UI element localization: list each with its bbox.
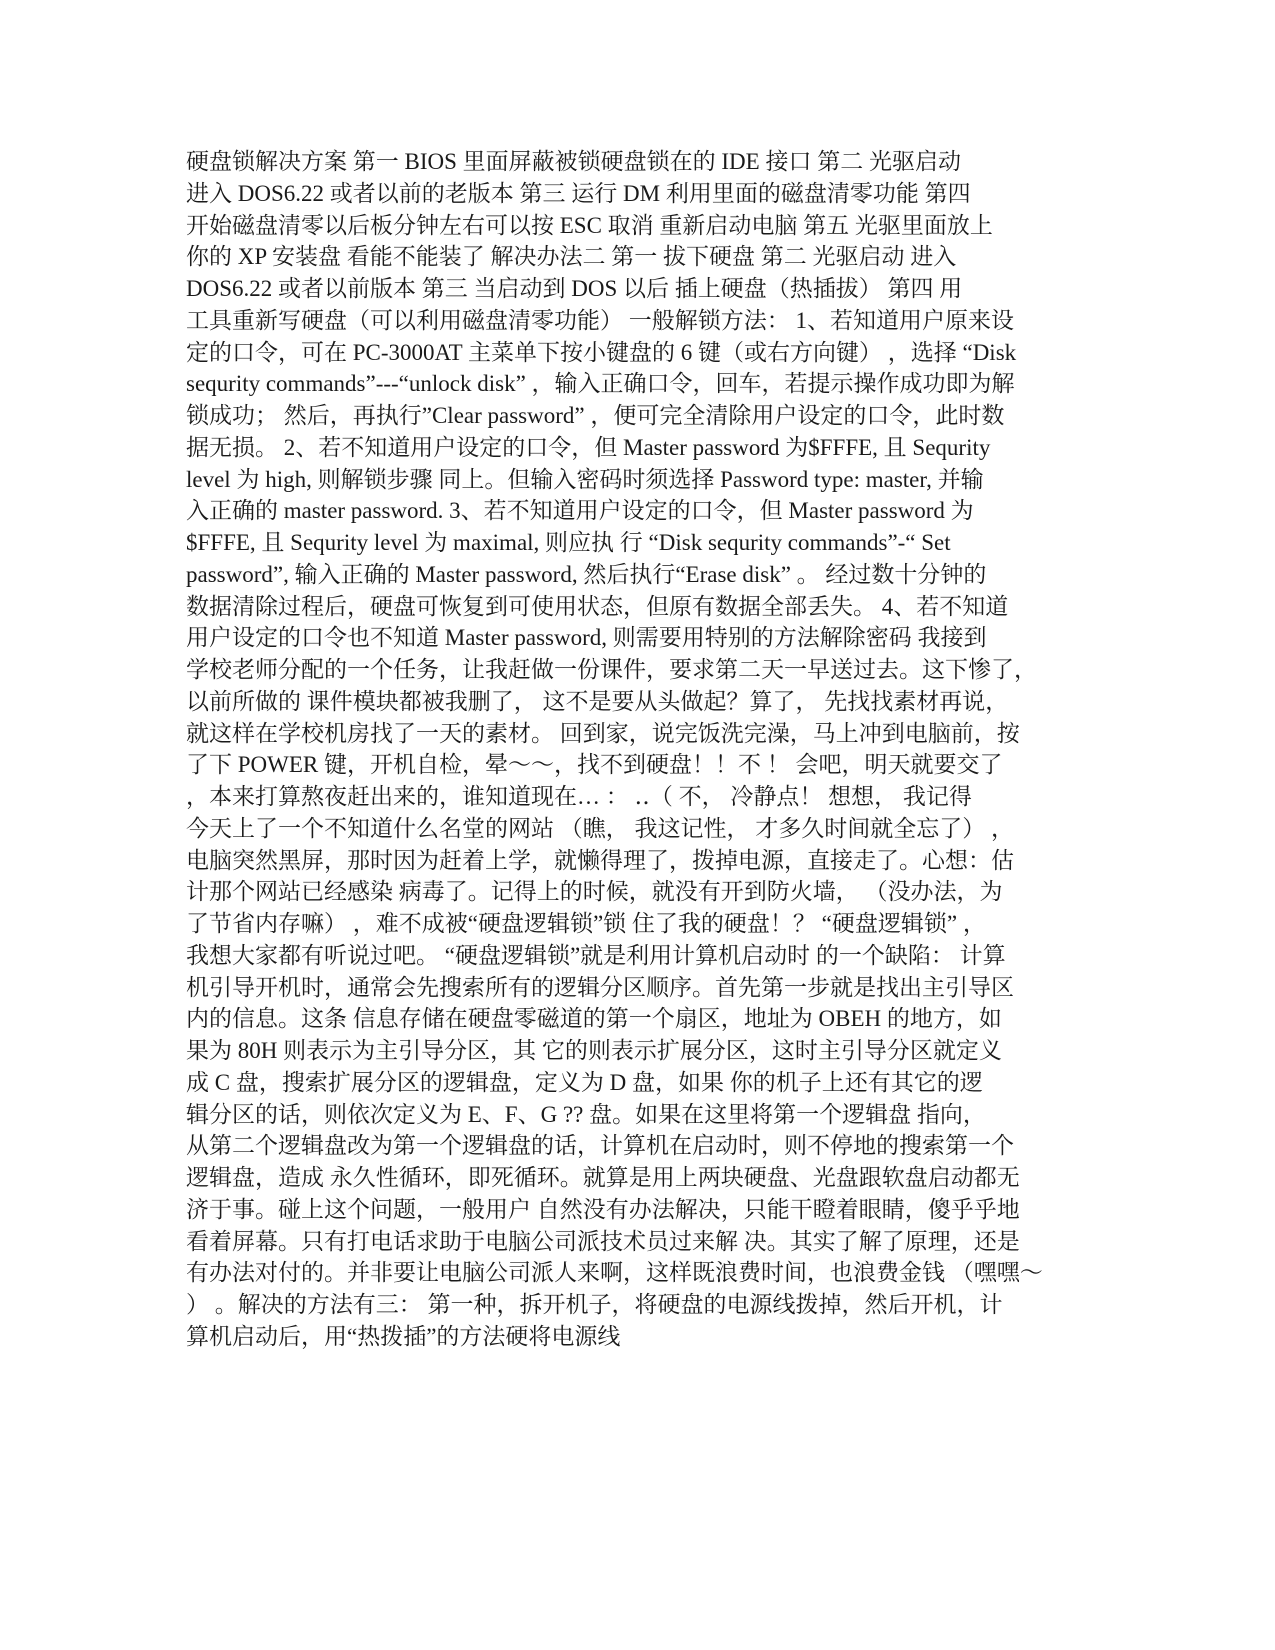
text-line: 了下 POWER 键，开机自检，晕～～，找不到硬盘！！不 ！ 会吧，明天就要交了 xyxy=(186,752,1003,778)
text-line: 锁成功； 然后，再执行”Clear password” ，便可完全清除用户设定的口令，此时数 xyxy=(186,403,1005,428)
text-line: 我想大家都有听说过吧。 “硬盘逻辑锁”就是利用计算机启动时 的一个缺陷： 计算 xyxy=(186,942,1006,968)
text-line: 成 C 盘，搜索扩展分区的逻辑盘，定义为 D 盘，如果 你的机子上还有其它的逻 xyxy=(186,1069,983,1095)
text-line: 进入 DOS6.22 或者以前的老版本 第三 运行 DM 利用里面的磁盘清零功能 第四 xyxy=(186,180,971,206)
text-line: 你的 XP 安装盘 看能不能装了 解决办法二 第一 拔下硬盘 第二 光驱启动 进入 xyxy=(186,244,957,270)
text-line: 数据清除过程后，硬盘可恢复到可使用状态，但原有数据全部丢失。 4、若不知道 xyxy=(186,593,1009,619)
text-line: 机引导开机时，通常会先搜索所有的逻辑分区顺序。首先第一步就是找出主引导区 xyxy=(186,974,1014,1000)
text-line: 今天上了一个不知道什么名堂的网站 （瞧， 我这记性， 才多久时间就全忘了） ， xyxy=(186,815,1014,841)
text-line: 果为 80H 则表示为主引导分区，其 它的则表示扩展分区，这时主引导分区就定义 xyxy=(186,1038,1002,1063)
text-line: 辑分区的话，则依次定义为 E、F、G ?? 盘。如果在这里将第一个逻辑盘 指向， xyxy=(186,1101,986,1127)
text-line: $FFFE, 且 Sequrity level 为 maximal, 则应执 行 “Disk sequrity commands”-“ Set xyxy=(186,530,951,555)
text-line: 据无损。 2、若不知道用户设定的口令，但 Master password 为$FFFE, 且 Sequrity xyxy=(186,434,991,460)
text-line: 入正确的 master password. 3、若不知道用户设定的口令，但 Master password 为 xyxy=(186,498,974,524)
text-line: 定的口令，可在 PC-3000AT 主菜单下按小键盘的 6 键（或右方向键） ，选择 “Disk xyxy=(186,339,1017,365)
text-line: 有办法对付的。并非要让电脑公司派人来啊，这样既浪费时间，也浪费金钱 （嘿嘿～ xyxy=(186,1260,1043,1286)
text-line: 内的信息。这条 信息存储在硬盘零磁道的第一个扇区，地址为 OBEH 的地方，如 xyxy=(186,1006,1002,1032)
text-line: 硬盘锁解决方案 第一 BIOS 里面屏蔽被锁硬盘锁在的 IDE 接口 第二 光驱启动 xyxy=(186,149,961,174)
text-line: ，本来打算熬夜赶出来的，谁知道现在… ： ‥（ 不， 冷静点！ 想想， 我记得 xyxy=(186,784,972,809)
text-line: 从第二个逻辑盘改为第一个逻辑盘的话，计算机在启动时，则不停地的搜索第一个 xyxy=(186,1133,1014,1159)
text-line: 逻辑盘，造成 永久性循环，即死循环。就算是用上两块硬盘、光盘跟软盘启动都无 xyxy=(186,1165,1020,1190)
text-line: DOS6.22 或者以前版本 第三 当启动到 DOS 以后 插上硬盘（热插拔） 第四 用 xyxy=(186,276,963,301)
text-line: 了节省内存嘛） ，难不成被“硬盘逻辑锁”锁 住了我的硬盘！？ “硬盘逻辑锁” ， xyxy=(186,911,986,936)
text-line: sequrity commands”---“unlock disk” ，输入正确口令，回车，若提示操作成功即为解 xyxy=(186,371,1015,397)
text-line: 济于事。碰上这个问题，一般用户 自然没有办法解决，只能干瞪着眼睛，傻乎乎地 xyxy=(186,1196,1020,1222)
text-line: 电脑突然黑屏，那时因为赶着上学，就懒得理了，拨掉电源，直接走了。心想：估 xyxy=(186,847,1014,873)
text-line: 就这样在学校机房找了一天的素材。 回到家，说完饭洗完澡，马上冲到电脑前，按 xyxy=(186,720,1020,746)
text-line: 用户设定的口令也不知道 Master password, 则需要用特别的方法解除密码 我接到 xyxy=(186,625,987,651)
text-line: 算机启动后，用“热拨插”的方法硬将电源线 xyxy=(186,1323,621,1349)
text-line: password”, 输入正确的 Master password, 然后执行“Erase disk” 。 经过数十分钟的 xyxy=(186,561,987,587)
text-line: 工具重新写硬盘（可以利用磁盘清零功能） 一般解锁方法： 1、若知道用户原来设 xyxy=(186,307,1014,333)
text-line: 开始磁盘清零以后板分钟左右可以按 ESC 取消 重新启动电脑 第五 光驱里面放上 xyxy=(186,212,993,238)
text-line: level 为 high, 则解锁步骤 同上。但输入密码时须选择 Password type: master, 并输 xyxy=(186,466,984,492)
text-line: 看着屏幕。只有打电话求助于电脑公司派技术员过来解 决。其实了解了原理，还是 xyxy=(186,1228,1020,1254)
document-body xyxy=(186,146,1096,1353)
text-line: 以前所做的 课件模块都被我删了， 这不是要从头做起？算了， 先找找素材再说， xyxy=(186,688,1009,714)
text-line: ） 。解决的方法有三： 第一种，拆开机子，将硬盘的电源线拨掉，然后开机，计 xyxy=(186,1292,1003,1317)
text-line: 计那个网站已经感染 病毒了。记得上的时候，就没有开到防火墙， （没办法，为 xyxy=(186,879,1003,905)
text-line: 学校老师分配的一个任务，让我赶做一份课件，要求第二天一早送过去。这下惨了， xyxy=(186,657,1037,682)
